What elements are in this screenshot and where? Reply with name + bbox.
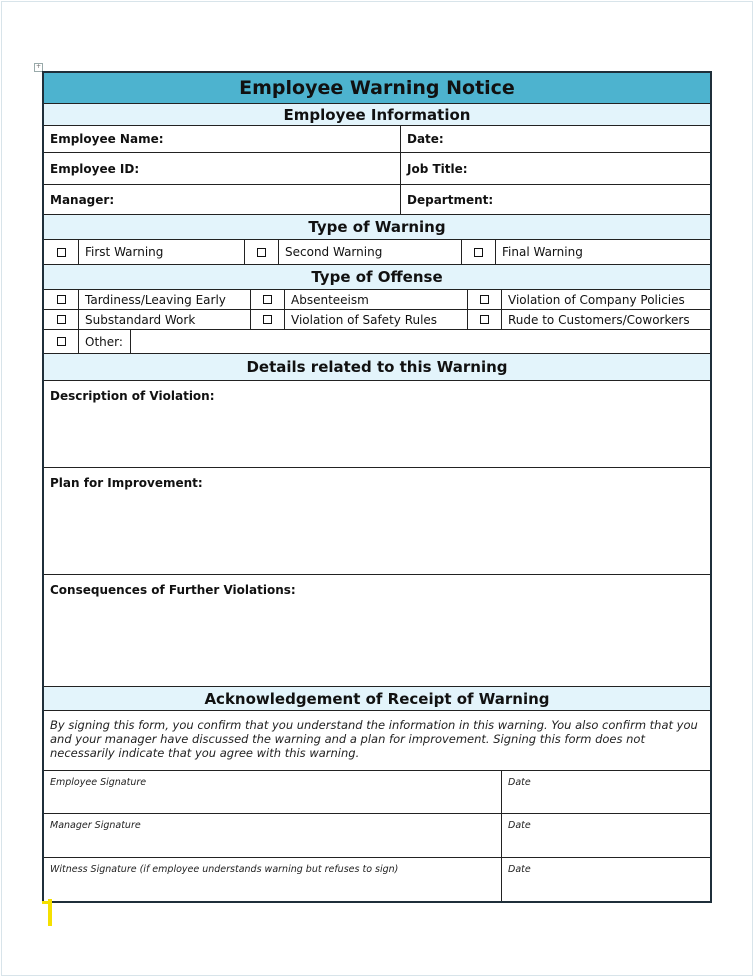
form-title: Employee Warning Notice [44,73,710,103]
section-type-of-warning: Type of Warning [44,214,710,239]
checkbox-icon [57,315,66,324]
table-anchor-icon[interactable]: + [35,63,42,70]
checkbox-icon [57,295,66,304]
first-warning-checkbox[interactable] [44,240,78,264]
other-input[interactable] [130,330,710,353]
job-title-field[interactable] [400,153,710,184]
manager-row [44,184,710,214]
other-checkbox[interactable] [44,330,78,353]
manager-signature-field[interactable] [44,814,501,857]
employee-name-row [44,125,710,152]
offense-row [44,289,710,309]
substandard-work-checkbox[interactable] [44,310,78,329]
manager-field[interactable] [44,185,400,214]
checkbox-icon [263,295,272,304]
checkbox-icon [480,315,489,324]
witness-signature-date-field[interactable] [501,858,710,901]
rude-customers-checkbox[interactable] [467,310,501,329]
tardiness-label: Tardiness/Leaving Early [78,290,250,309]
date-label: Date [508,864,531,875]
employee-signature-date-field[interactable] [501,771,710,813]
witness-signature-field[interactable] [44,858,501,901]
consequences-area[interactable] [44,574,710,686]
second-warning-label: Second Warning [278,240,461,264]
warning-type-row [44,239,710,264]
second-warning-checkbox[interactable] [244,240,278,264]
checkbox-icon [263,315,272,324]
consequences-label: Consequences of Further Violations: [50,583,296,597]
checkbox-icon [257,248,266,257]
company-policies-checkbox[interactable] [467,290,501,309]
manager-label: Manager: [50,192,115,207]
absenteeism-checkbox[interactable] [250,290,284,309]
department-field[interactable] [400,185,710,214]
employee-signature-row [44,770,710,813]
substandard-work-label: Substandard Work [78,310,250,329]
department-label: Department: [407,192,494,207]
witness-signature-label: Witness Signature (if employee understands warning but refuses to sign) [50,864,399,875]
final-warning-checkbox[interactable] [461,240,495,264]
employee-signature-label: Employee Signature [50,777,147,788]
employee-signature-field[interactable] [44,771,501,813]
plan-label: Plan for Improvement: [50,476,203,490]
section-acknowledgement: Acknowledgement of Receipt of Warning [44,686,710,710]
checkbox-icon [480,295,489,304]
safety-rules-label: Violation of Safety Rules [284,310,467,329]
manager-signature-label: Manager Signature [50,820,141,831]
job-title-label: Job Title: [407,161,468,176]
date-field[interactable] [400,126,710,152]
date-label: Date [508,820,531,831]
acknowledgement-text: By signing this form, you confirm that you understand the information in this warning. You also confirm that you and your manager have discussed the warning and a plan for improvement. Signing this form does not necessarily indicate that you agree with this warning. [50,718,698,760]
employee-id-field[interactable] [44,153,400,184]
final-warning-label: Final Warning [495,240,710,264]
section-employee-information: Employee Information [44,103,710,125]
description-area[interactable] [44,380,710,467]
safety-rules-checkbox[interactable] [250,310,284,329]
date-label: Date [508,777,531,788]
page-corner-mark [42,899,54,927]
employee-name-field[interactable] [44,126,400,152]
checkbox-icon [474,248,483,257]
company-policies-label: Violation of Company Policies [501,290,710,309]
checkbox-icon [57,248,66,257]
warning-notice-form [42,71,712,903]
manager-signature-row [44,813,710,857]
other-label: Other: [78,330,130,353]
checkbox-icon [57,337,66,346]
plan-area[interactable] [44,467,710,574]
employee-id-label: Employee ID: [50,161,140,176]
acknowledgement-text-row [44,710,710,770]
manager-signature-date-field[interactable] [501,814,710,857]
first-warning-label: First Warning [78,240,244,264]
employee-name-label: Employee Name: [50,132,164,146]
rude-customers-label: Rude to Customers/Coworkers [501,310,710,329]
description-label: Description of Violation: [50,389,215,403]
other-offense-row [44,329,710,353]
section-details: Details related to this Warning [44,353,710,380]
offense-row [44,309,710,329]
date-label: Date: [407,132,444,146]
section-type-of-offense: Type of Offense [44,264,710,289]
witness-signature-row [44,857,710,901]
absenteeism-label: Absenteeism [284,290,467,309]
employee-id-row [44,152,710,184]
corner-mark-bar [48,899,52,926]
tardiness-checkbox[interactable] [44,290,78,309]
